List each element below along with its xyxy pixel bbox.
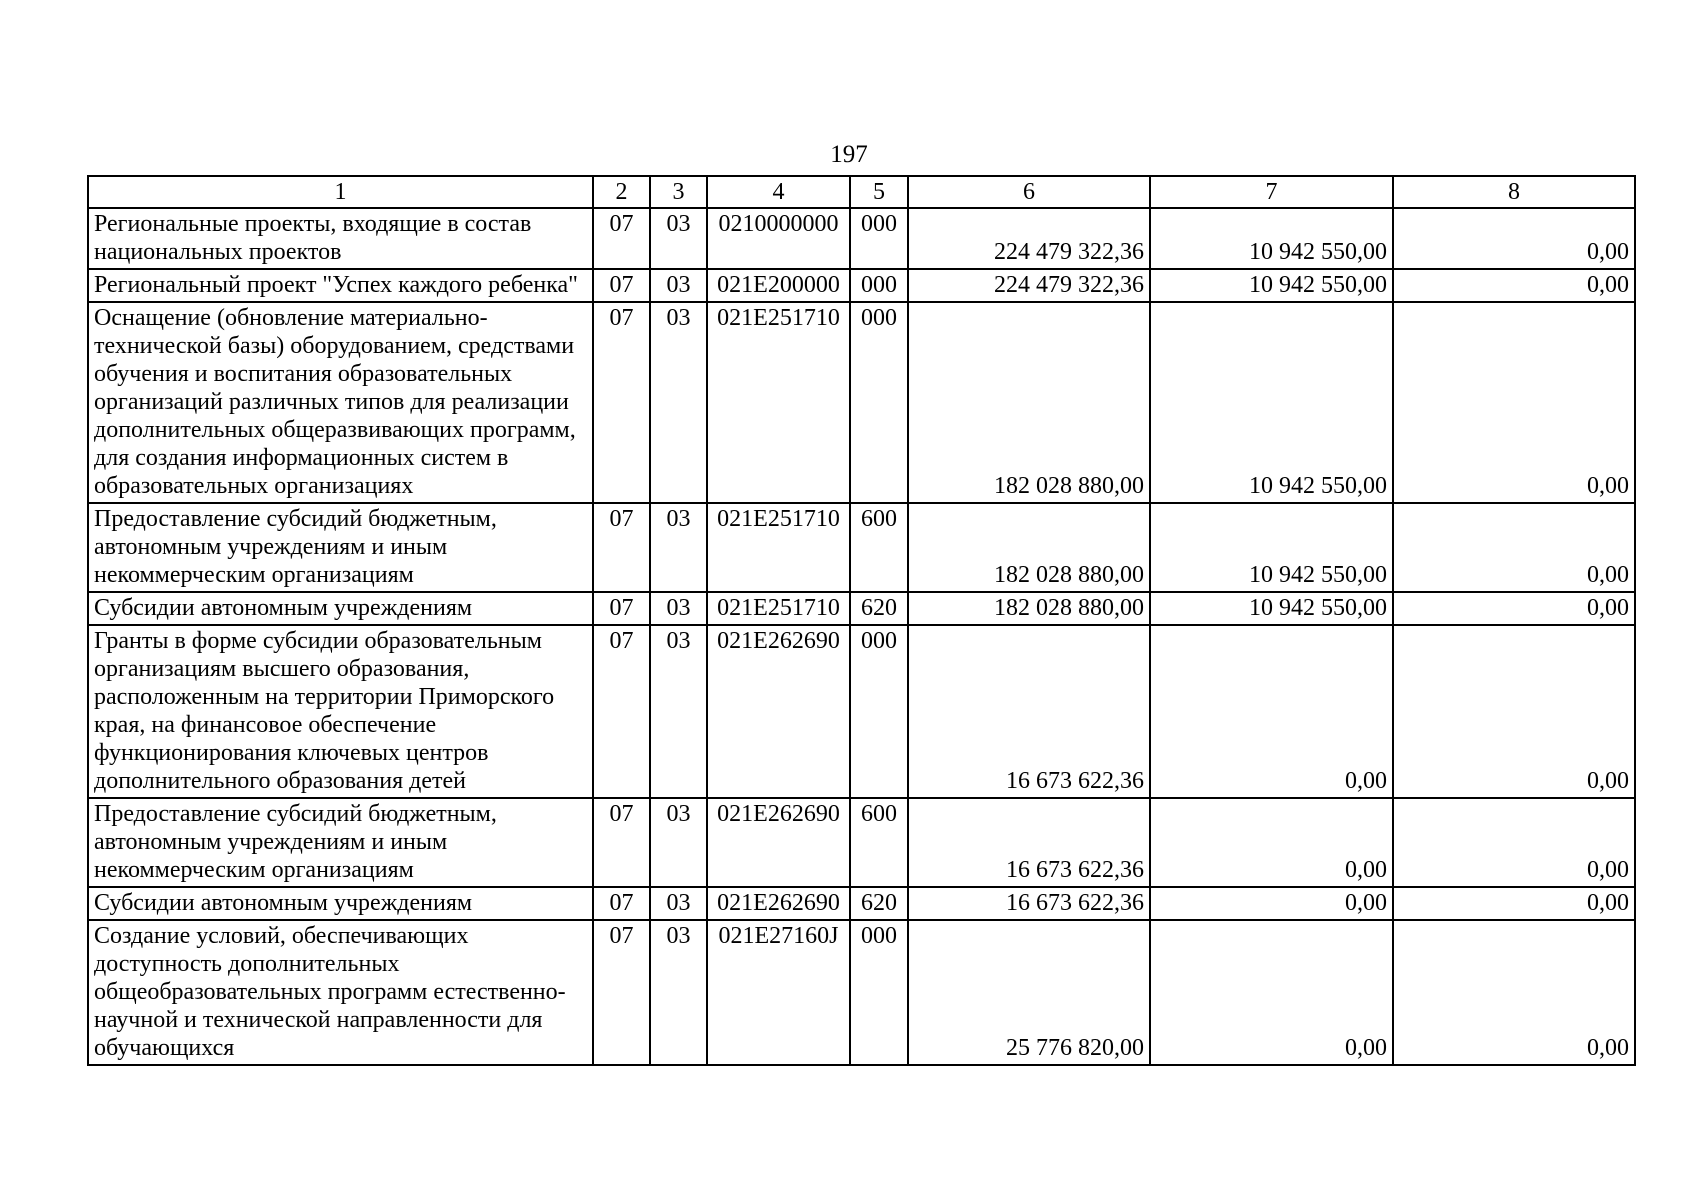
- table-row: [88, 302, 1635, 503]
- subsection-code: 03: [650, 798, 707, 887]
- expense-name: Оснащение (обновление материально-технической базы) оборудованием, средствами обучения и воспитания образовательных организаций различных типов для реализации дополнительных общеразвивающих программ, для создания информационных систем в образовательных организациях: [88, 302, 593, 503]
- amount-col6: 16 673 622,36: [908, 625, 1150, 798]
- column-header: 2: [593, 176, 650, 208]
- amount-col6: 25 776 820,00: [908, 920, 1150, 1065]
- expense-name: Предоставление субсидий бюджетным, автономным учреждениям и иным некоммерческим организациям: [88, 503, 593, 592]
- amount-col8: 0,00: [1393, 798, 1635, 887]
- section-code: 07: [593, 503, 650, 592]
- amount-col6: 182 028 880,00: [908, 302, 1150, 503]
- amount-col8: 0,00: [1393, 887, 1635, 920]
- amount-col7: 0,00: [1150, 798, 1393, 887]
- subsection-code: 03: [650, 625, 707, 798]
- section-code: 07: [593, 887, 650, 920]
- target-article-code: 021E262690: [707, 798, 850, 887]
- target-article-code: 0210000000: [707, 208, 850, 269]
- expense-name: Региональный проект "Успех каждого ребенка": [88, 269, 593, 302]
- amount-col7: 0,00: [1150, 920, 1393, 1065]
- expense-name: Субсидии автономным учреждениям: [88, 592, 593, 625]
- amount-col8: 0,00: [1393, 503, 1635, 592]
- section-code: 07: [593, 208, 650, 269]
- amount-col8: 0,00: [1393, 208, 1635, 269]
- amount-col7: 10 942 550,00: [1150, 302, 1393, 503]
- expense-type-code: 000: [850, 269, 908, 302]
- amount-col7: 10 942 550,00: [1150, 503, 1393, 592]
- expense-name: Субсидии автономным учреждениям: [88, 887, 593, 920]
- amount-col6: 224 479 322,36: [908, 208, 1150, 269]
- amount-col8: 0,00: [1393, 625, 1635, 798]
- subsection-code: 03: [650, 208, 707, 269]
- amount-col7: 0,00: [1150, 887, 1393, 920]
- amount-col6: 224 479 322,36: [908, 269, 1150, 302]
- budget-table: [87, 175, 1636, 1066]
- amount-col8: 0,00: [1393, 920, 1635, 1065]
- column-header: 5: [850, 176, 908, 208]
- column-header: 6: [908, 176, 1150, 208]
- amount-col7: 10 942 550,00: [1150, 208, 1393, 269]
- subsection-code: 03: [650, 920, 707, 1065]
- amount-col6: 182 028 880,00: [908, 592, 1150, 625]
- expense-name: Предоставление субсидий бюджетным, автономным учреждениям и иным некоммерческим организациям: [88, 798, 593, 887]
- table-row: [88, 208, 1635, 269]
- table-row: [88, 269, 1635, 302]
- section-code: 07: [593, 798, 650, 887]
- amount-col6: 182 028 880,00: [908, 503, 1150, 592]
- amount-col8: 0,00: [1393, 592, 1635, 625]
- table-row: [88, 887, 1635, 920]
- target-article-code: 021E262690: [707, 887, 850, 920]
- expense-type-code: 000: [850, 208, 908, 269]
- amount-col7: 10 942 550,00: [1150, 269, 1393, 302]
- amount-col8: 0,00: [1393, 302, 1635, 503]
- table-header-row: [88, 176, 1635, 208]
- target-article-code: 021E200000: [707, 269, 850, 302]
- subsection-code: 03: [650, 592, 707, 625]
- subsection-code: 03: [650, 269, 707, 302]
- expense-type-code: 000: [850, 625, 908, 798]
- table-row: [88, 798, 1635, 887]
- target-article-code: 021E251710: [707, 503, 850, 592]
- amount-col8: 0,00: [1393, 269, 1635, 302]
- expense-type-code: 600: [850, 798, 908, 887]
- target-article-code: 021E251710: [707, 592, 850, 625]
- section-code: 07: [593, 625, 650, 798]
- table-row: [88, 503, 1635, 592]
- expense-type-code: 000: [850, 920, 908, 1065]
- column-header: 3: [650, 176, 707, 208]
- target-article-code: 021E27160J: [707, 920, 850, 1065]
- expense-type-code: 620: [850, 592, 908, 625]
- subsection-code: 03: [650, 503, 707, 592]
- column-header: 7: [1150, 176, 1393, 208]
- expense-type-code: 620: [850, 887, 908, 920]
- section-code: 07: [593, 920, 650, 1065]
- table-row: [88, 920, 1635, 1065]
- table-row: [88, 592, 1635, 625]
- subsection-code: 03: [650, 302, 707, 503]
- amount-col6: 16 673 622,36: [908, 798, 1150, 887]
- target-article-code: 021E262690: [707, 625, 850, 798]
- expense-type-code: 000: [850, 302, 908, 503]
- column-header: 4: [707, 176, 850, 208]
- expense-name: Региональные проекты, входящие в состав национальных проектов: [88, 208, 593, 269]
- amount-col7: 10 942 550,00: [1150, 592, 1393, 625]
- expense-type-code: 600: [850, 503, 908, 592]
- expense-name: Гранты в форме субсидии образовательным организациям высшего образования, расположенным на территории Приморского края, на финансовое обеспечение функционирования ключевых центров дополнительного образования детей: [88, 625, 593, 798]
- amount-col6: 16 673 622,36: [908, 887, 1150, 920]
- section-code: 07: [593, 269, 650, 302]
- column-header: 8: [1393, 176, 1635, 208]
- section-code: 07: [593, 302, 650, 503]
- page-number: 197: [830, 141, 868, 168]
- column-header: 1: [88, 176, 593, 208]
- target-article-code: 021E251710: [707, 302, 850, 503]
- table-row: [88, 625, 1635, 798]
- section-code: 07: [593, 592, 650, 625]
- subsection-code: 03: [650, 887, 707, 920]
- amount-col7: 0,00: [1150, 625, 1393, 798]
- expense-name: Создание условий, обеспечивающих доступность дополнительных общеобразовательных программ естественно-научной и технической направленности для обучающихся: [88, 920, 593, 1065]
